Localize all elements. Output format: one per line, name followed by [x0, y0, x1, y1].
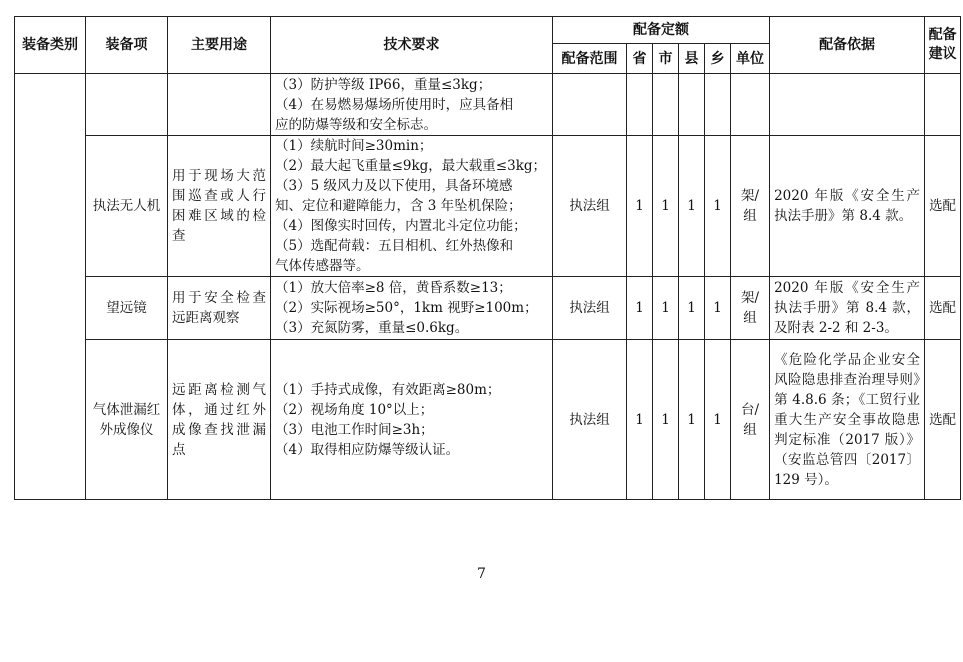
basis-cell: [770, 74, 925, 136]
city-cell: [653, 74, 679, 136]
township-cell: [705, 74, 731, 136]
item-cell: 望远镜: [86, 277, 168, 340]
tech-line: （3）电池工作时间≥3h；: [275, 421, 434, 438]
header-scope: 配备范围: [553, 44, 627, 74]
province-cell: 1: [627, 277, 653, 340]
usage-cell: [168, 74, 271, 136]
tech-line: （1）手持式成像，有效距离≥80m；: [275, 381, 501, 398]
tech-line: 应的防爆等级和安全标志。: [275, 116, 437, 133]
tech-line: （2）实际视场≥50°，1km 视野≥100m；: [275, 300, 538, 316]
table-row: [15, 74, 961, 136]
province-cell: 1: [627, 340, 653, 500]
tech-line: （2）视场角度 10°以上；: [275, 401, 434, 418]
tech-cell: [271, 277, 553, 340]
header-suggest-text: 配备建议: [928, 27, 957, 62]
header-item: 装备项: [86, 17, 168, 74]
category-cell: [15, 74, 86, 500]
suggest-cell: [925, 74, 961, 136]
township-cell: 1: [705, 277, 731, 340]
tech-line: （3）防护等级 IP66，重量≤3kg；: [275, 76, 492, 93]
township-cell: 1: [705, 340, 731, 500]
province-cell: [627, 74, 653, 136]
usage-cell: 用于安全检查远距离观察: [168, 277, 271, 340]
item-cell: 执法无人机: [86, 136, 168, 277]
basis-cell: 2020 年版《安全生产执法手册》第 8.4 款。: [770, 136, 925, 277]
suggest-cell: 选配: [925, 340, 961, 500]
equipment-table: [14, 16, 961, 500]
suggest-cell: 选配: [925, 277, 961, 340]
header-suggest: [925, 17, 961, 74]
header-county: 县: [679, 44, 705, 74]
unit-cell: 架/组: [731, 136, 770, 277]
unit-cell: [731, 74, 770, 136]
usage-cell: 用于现场大范围巡查或人行困难区域的检查: [168, 136, 271, 277]
county-cell: 1: [679, 136, 705, 277]
tech-line: （4）图像实时回传，内置北斗定位功能；: [275, 218, 527, 234]
usage-cell: 远距离检测气体，通过红外成像查找泄漏点: [168, 340, 271, 500]
header-basis: 配备依据: [770, 17, 925, 74]
basis-cell: 2020 年版《安全生产执法手册》第 8.4 款，及附表 2-2 和 2-3。: [770, 277, 925, 340]
township-cell: 1: [705, 136, 731, 277]
header-category: 装备类别: [15, 17, 86, 74]
tech-line: 知、定位和避障能力，含 3 年坠机保险；: [275, 198, 522, 214]
city-cell: 1: [653, 340, 679, 500]
province-cell: 1: [627, 136, 653, 277]
tech-line: （3）充氮防雾，重量≤0.6kg。: [275, 320, 469, 336]
header-quota: 配备定额: [553, 17, 770, 44]
tech-cell: [271, 340, 553, 500]
scope-cell: 执法组: [553, 136, 627, 277]
suggest-cell: 选配: [925, 136, 961, 277]
item-cell: [86, 74, 168, 136]
scope-cell: 执法组: [553, 340, 627, 500]
tech-line: （4）取得相应防爆等级认证。: [275, 441, 460, 458]
tech-line: （4）在易燃易爆场所使用时，应具备相: [275, 96, 514, 113]
unit-cell: 台/组: [731, 340, 770, 500]
county-cell: 1: [679, 340, 705, 500]
tech-line: （5）选配荷载：五目相机、红外热像和: [275, 238, 514, 254]
tech-line: （2）最大起飞重量≤9kg，最大载重≤3kg；: [275, 158, 547, 174]
table-row: [15, 277, 961, 340]
page-number: 7: [477, 566, 486, 582]
header-usage: 主要用途: [168, 17, 271, 74]
tech-cell: [271, 74, 553, 136]
header-unit: 单位: [731, 44, 770, 74]
basis-cell: 《危险化学品企业安全风险隐患排查治理导则》第 4.8.6 条；《工贸行业重大生产安全事故隐患判定标准（2017 版）》（安监总管四〔2017〕129 号）。: [770, 340, 925, 500]
header-province: 省: [627, 44, 653, 74]
header-township: 乡: [705, 44, 731, 74]
tech-line: （3）5 级风力及以下使用，具备环境感: [275, 178, 513, 194]
table-row: [15, 136, 961, 277]
unit-cell: 架/组: [731, 277, 770, 340]
city-cell: 1: [653, 277, 679, 340]
tech-cell: [271, 136, 553, 277]
header-city: 市: [653, 44, 679, 74]
header-row-1: [15, 17, 961, 44]
county-cell: [679, 74, 705, 136]
scope-cell: [553, 74, 627, 136]
tech-line: （1）放大倍率≥8 倍，黄昏系数≥13；: [275, 280, 512, 296]
tech-line: （1）续航时间≥30min；: [275, 138, 433, 154]
item-cell: 气体泄漏红外成像仪: [86, 340, 168, 500]
table-row: [15, 340, 961, 500]
city-cell: 1: [653, 136, 679, 277]
scope-cell: 执法组: [553, 277, 627, 340]
header-tech: 技术要求: [271, 17, 553, 74]
county-cell: 1: [679, 277, 705, 340]
tech-line: 气体传感器等。: [275, 258, 370, 274]
